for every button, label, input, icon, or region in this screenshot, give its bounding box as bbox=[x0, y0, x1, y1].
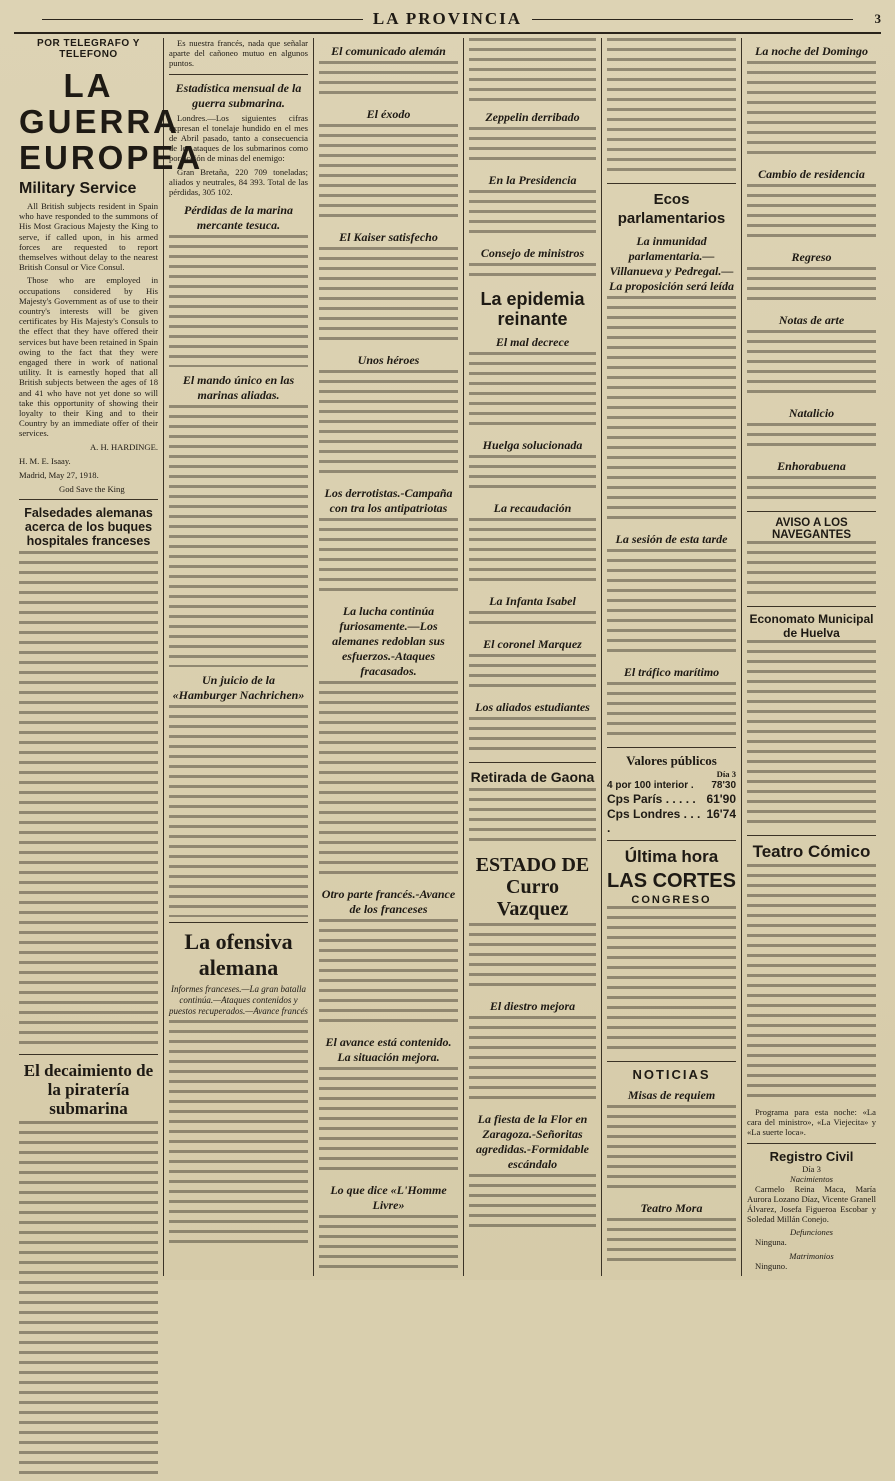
juicio-body bbox=[169, 705, 308, 917]
separator bbox=[747, 511, 876, 512]
mal-decrece-title: El mal decrece bbox=[495, 335, 570, 349]
derrotistas-body bbox=[319, 518, 458, 598]
inmunidad-body bbox=[607, 296, 736, 526]
falsedades-body bbox=[19, 551, 158, 1049]
teatro-mora-title: Teatro Mora bbox=[640, 1201, 703, 1215]
estado-title: ESTADO DE Curro Vazquez bbox=[475, 854, 590, 920]
infanta-title: La Infanta Isabel bbox=[489, 594, 576, 608]
derrotistas-title: Los derrotistas.-Campaña con tra los antipatriotas bbox=[324, 486, 453, 515]
lucha-title: La lucha continúa furiosamente.—Los alemanes redoblan sus esfuerzos.-Ataques fracasados. bbox=[332, 604, 445, 678]
natalicio-body bbox=[747, 423, 876, 453]
kaiser-title: El Kaiser satisfecho bbox=[339, 230, 438, 244]
economato-body bbox=[747, 640, 876, 830]
noche-title: La noche del Domingo bbox=[755, 44, 868, 58]
teatro-mora-body bbox=[607, 1218, 736, 1268]
homme-libre-body bbox=[319, 1215, 458, 1275]
natalicio-title: Natalicio bbox=[788, 406, 835, 420]
stock-label: Cps París . . . . . bbox=[607, 792, 696, 806]
perdidas-title: Pérdidas de la marina mercante tesuca. bbox=[183, 203, 293, 233]
ultima-hora-title: Última hora bbox=[624, 847, 719, 866]
programa-text: Programa para esta noche: «La cara del ministro», «La Viejecita» y «La suerte loca». bbox=[747, 1107, 876, 1138]
military-signature: A. H. HARDINGE. bbox=[89, 441, 158, 452]
intro-paragraph: Es nuestra francés, nada que señalar aparte del cañoneo mutuo en algunos puntos. bbox=[169, 38, 308, 69]
perdidas-body bbox=[169, 235, 308, 367]
ecos-title: Ecos parlamentarios bbox=[617, 191, 726, 227]
economato-title: Economato Municipal de Huelva bbox=[749, 612, 874, 640]
congreso-body bbox=[607, 906, 736, 1056]
page-number: 3 bbox=[874, 11, 881, 26]
stock-label: 4 por 100 interior . bbox=[607, 780, 694, 791]
mando-body bbox=[169, 405, 308, 667]
separator bbox=[747, 606, 876, 607]
diestro-body bbox=[469, 1016, 596, 1106]
unos-heroes-title: Unos héroes bbox=[357, 353, 420, 367]
coronel-title: El coronel Marquez bbox=[483, 637, 582, 651]
masthead-rule-right bbox=[532, 19, 853, 20]
separator bbox=[469, 762, 596, 763]
nacimientos-list: Carmelo Reina Maca, María Aurora Lozano Díaz, Vicente Granell Álvarez, Josefa Figueroa Escobar y Soledad Millán Conejo. bbox=[747, 1183, 876, 1225]
exodo-body bbox=[319, 124, 458, 224]
zeppelin-title: Zeppelin derribado bbox=[485, 110, 580, 124]
cambio-title: Cambio de residencia bbox=[758, 167, 865, 181]
stock-row bbox=[607, 792, 736, 806]
consejo-title: Consejo de ministros bbox=[480, 246, 585, 260]
recaudacion-body bbox=[469, 518, 596, 588]
gaona-title: Retirada de Gaona bbox=[470, 769, 595, 785]
separator bbox=[607, 840, 736, 841]
aliados-body bbox=[469, 717, 596, 757]
stock-value: 61'90 bbox=[706, 792, 736, 806]
column-1 bbox=[14, 38, 204, 1276]
avance-body bbox=[319, 1067, 458, 1177]
enhorabuena-title: Enhorabuena bbox=[777, 459, 846, 473]
estadistica-paragraph-2: Gran Bretaña, 220 709 toneladas; aliados y neutrales, 84 393. Total de las pérdidas, 305 102. bbox=[169, 166, 308, 198]
defunciones-label: Defunciones bbox=[790, 1227, 833, 1238]
registro-title: Registro Civil bbox=[769, 1148, 854, 1164]
trafico-body bbox=[607, 682, 736, 742]
defunciones-list: Ninguna. bbox=[755, 1237, 787, 1248]
epidemia-title: La epidemia reinante bbox=[480, 289, 585, 329]
comunicado-aleman-body bbox=[319, 61, 458, 101]
infanta-body bbox=[469, 611, 596, 631]
decaimiento-body bbox=[19, 1121, 158, 1481]
avance-title: El avance está contenido. La situación mejora. bbox=[325, 1035, 452, 1064]
stock-value: 16'74 bbox=[706, 807, 736, 821]
estadistica-title: Estadística mensual de la guerra submarina. bbox=[175, 80, 302, 110]
falsedades-title: Falsedades alemanas acerca de los buques hospitales franceses bbox=[24, 506, 153, 549]
otro-parte-body bbox=[319, 919, 458, 1029]
stock-row bbox=[607, 780, 736, 791]
military-date: Madrid, May 27, 1918. bbox=[19, 470, 99, 481]
lucha-body bbox=[319, 681, 458, 881]
teatro-comico-title: Teatro Cómico bbox=[752, 842, 871, 861]
main-headline: LA GUERRA EUROPEA bbox=[19, 67, 204, 176]
estadistica-paragraph-1: Londres.—Los siguientes cifras expresan el tonelaje hundido en el mes de Abril pasado, tanto a consecuencia de los ataques de los submarinos como por acción de minas del enemigo: bbox=[169, 112, 308, 164]
diestro-title: El diestro mejora bbox=[489, 999, 576, 1013]
regreso-body bbox=[747, 267, 876, 307]
matrimonios-list: Ninguno. bbox=[755, 1260, 788, 1271]
teatro-comico-body bbox=[747, 864, 876, 1104]
cortes-title: LAS CORTES bbox=[607, 870, 736, 892]
military-service-title: Military Service bbox=[19, 180, 137, 197]
masthead bbox=[14, 6, 881, 34]
misas-body bbox=[607, 1105, 736, 1195]
separator bbox=[607, 183, 736, 184]
stock-label: Cps Londres . . . . bbox=[607, 807, 701, 835]
column-2 bbox=[164, 38, 314, 1276]
newspaper-title: LA PROVINCIA bbox=[372, 9, 523, 28]
presidencia-title: En la Presidencia bbox=[488, 173, 577, 187]
estado-body bbox=[469, 923, 596, 993]
decaimiento-title: El decaimiento de la piratería submarina bbox=[23, 1061, 154, 1119]
separator bbox=[607, 747, 736, 748]
aliados-title: Los aliados estudiantes bbox=[475, 700, 590, 714]
trafico-title: El tráfico marítimo bbox=[623, 665, 720, 679]
juicio-title: Un juicio de la «Hamburger Nachrichen» bbox=[172, 673, 305, 703]
coronel-body bbox=[469, 654, 596, 694]
masthead-rule-left bbox=[42, 19, 363, 20]
valores-title: Valores públicos bbox=[626, 753, 717, 768]
military-service-paragraph-1: All British subjects resident in Spain who have responded to the summons of His Most Gracious Majesty the King to serve, if called upon, in his armed forces are requested to report themselves without delay to the nearest British Consul or Vice Consul. bbox=[19, 201, 158, 273]
military-ambassador: H. M. E. Isaay. bbox=[19, 455, 71, 466]
military-motto: God Save the King bbox=[59, 484, 125, 495]
stock-value: 78'30 bbox=[711, 780, 736, 791]
separator bbox=[169, 922, 308, 923]
separator bbox=[747, 835, 876, 836]
mando-title: El mando único en las marinas aliadas. bbox=[182, 373, 295, 403]
separator bbox=[19, 1054, 158, 1055]
unos-heroes-body bbox=[319, 370, 458, 480]
military-service-paragraph-2: Those who are employed in occupations considered by His Majesty's Government as of use to their country's interests will be given certificates by His Majesty's Consuls to the effect that they have offered their services but have been retained in Spain owing to the fact that they were engaged there in work of national utility. It is earnestly hoped that all British subjects between the ages of 18 and 41 who have not yet done so will take this opportunity of showing their loyalty to their King and to their Country by an immediate offer of their services. bbox=[19, 275, 158, 439]
comunicado-aleman-title: El comunicado alemán bbox=[331, 44, 446, 58]
separator bbox=[169, 74, 308, 75]
columns bbox=[14, 38, 881, 1276]
inmunidad-title: La inmunidad parlamentaria.—Villanueva y Pedregal.—La proposición será leída bbox=[609, 234, 734, 293]
valores-dia: Día 3 bbox=[716, 769, 736, 779]
informes-subtitle: Informes franceses.—La gran batalla continúa.—Ataques contenidos y puestos recuperados.—Avance francés bbox=[169, 984, 308, 1017]
misas-title: Misas de requiem bbox=[627, 1088, 716, 1102]
cambio-body bbox=[747, 184, 876, 244]
notas-arte-title: Notas de arte bbox=[778, 313, 845, 327]
enhorabuena-body bbox=[747, 476, 876, 506]
stock-list bbox=[607, 780, 736, 835]
congreso-title: CONGRESO bbox=[631, 894, 712, 906]
exodo-title: El éxodo bbox=[366, 107, 411, 121]
kaiser-body bbox=[319, 247, 458, 347]
sesion-body bbox=[607, 549, 736, 659]
separator bbox=[19, 499, 158, 500]
continued-body bbox=[607, 38, 736, 178]
homme-libre-title: Lo que dice «L'Homme Livre» bbox=[330, 1183, 447, 1212]
separator bbox=[607, 1061, 736, 1062]
notas-arte-body bbox=[747, 330, 876, 400]
otro-parte-title: Otro parte francés.-Avance de los franceses bbox=[321, 887, 456, 916]
regreso-title: Regreso bbox=[791, 250, 832, 264]
aviso-title: AVISO A LOS NAVEGANTES bbox=[771, 517, 852, 541]
separator bbox=[747, 1143, 876, 1144]
mal-decrece-body bbox=[469, 352, 596, 432]
fiesta-body bbox=[469, 1174, 596, 1234]
aviso-body bbox=[747, 541, 876, 601]
column-6 bbox=[742, 38, 881, 1276]
stock-row bbox=[607, 807, 736, 835]
gaona-body bbox=[469, 788, 596, 848]
registro-dia: Día 3 bbox=[802, 1163, 821, 1174]
section-kicker: POR TELEGRAFO Y TELEFONO bbox=[37, 38, 140, 60]
noche-body bbox=[747, 61, 876, 161]
huelga-body bbox=[469, 455, 596, 495]
column-3 bbox=[314, 38, 464, 1276]
noticias-title: NOTICIAS bbox=[632, 1067, 711, 1082]
presidencia-body bbox=[469, 190, 596, 240]
zeppelin-body bbox=[469, 127, 596, 167]
column-4 bbox=[464, 38, 602, 1276]
ofensiva-title: La ofensiva alemana bbox=[184, 929, 293, 981]
matrimonios-label: Matrimonios bbox=[789, 1250, 834, 1261]
column-5 bbox=[602, 38, 742, 1276]
recaudacion-title: La recaudación bbox=[493, 501, 572, 515]
nacimientos-label: Nacimientos bbox=[790, 1173, 833, 1184]
sesion-title: La sesión de esta tarde bbox=[615, 532, 728, 546]
fiesta-title: La fiesta de la Flor en Zaragoza.-Señoritas agredidas.-Formidable escándalo bbox=[476, 1112, 589, 1171]
consejo-body bbox=[469, 263, 596, 283]
huelga-title: Huelga solucionada bbox=[482, 438, 583, 452]
continued-body bbox=[469, 38, 596, 104]
ofensiva-body bbox=[169, 1020, 308, 1250]
